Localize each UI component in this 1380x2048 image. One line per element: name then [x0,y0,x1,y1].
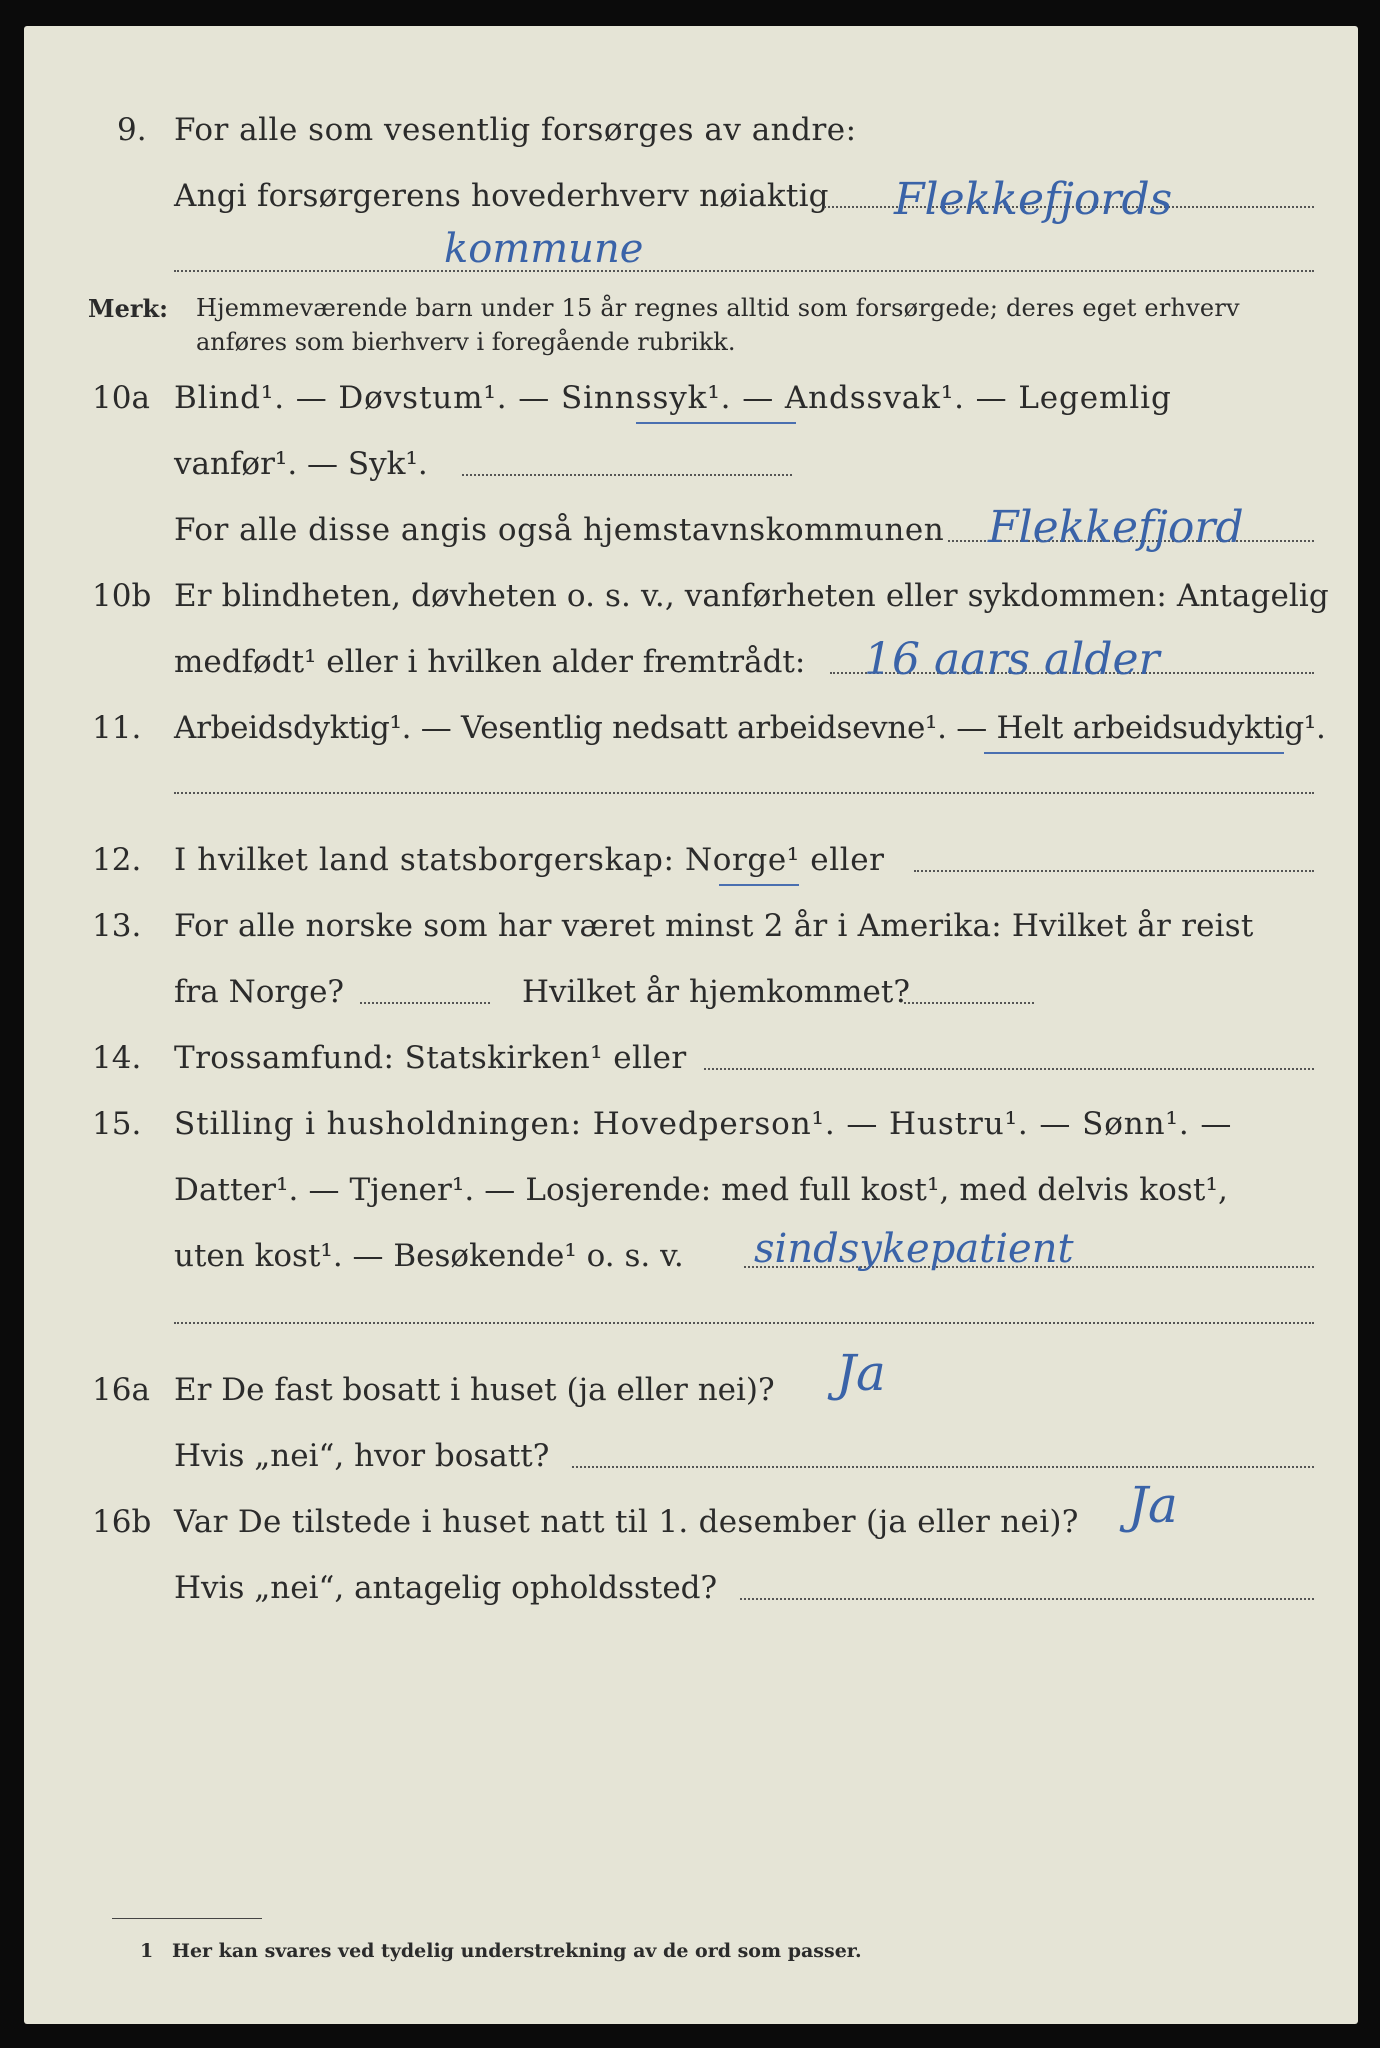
q10a-line1: Blind¹. — Døvstum¹. — Sinnssyk¹. — Andssvak¹. — Legemlig [174,380,1172,416]
q16b-answer-handwritten: Ja [1128,1476,1178,1534]
q12-line1: I hvilket land statsborgerskap: Norge¹ eller [174,842,885,878]
q10a-answer-handwritten: Flekkefjord [988,502,1244,553]
q10a-underline-sinnssyk [636,422,796,424]
q12-underline-norge [719,884,799,886]
q11-number: 11. [92,710,142,746]
q12-number: 12. [92,842,142,878]
q13-line2b: Hvilket år hjemkommet? [522,974,910,1010]
q13-number: 13. [92,908,142,944]
q16a-bosatt-line [572,1466,1314,1468]
q16a-number: 16a [92,1372,150,1408]
merk-line1: Hjemmeværende barn under 15 år regnes alltid som forsørgede; deres eget erhverv [196,294,1240,322]
q10a-line2: vanfør¹. — Syk¹. [174,446,428,482]
q13-line2a: fra Norge? [174,974,345,1010]
q9-line2: Angi forsørgerens hovederhverv nøiaktig [174,178,829,214]
q15-line1: Stilling i husholdningen: Hovedperson¹. — Hustru¹. — Sønn¹. — [174,1106,1233,1142]
q9-answer-line2 [174,270,1314,272]
q11-line1: Arbeidsdyktig¹. — Vesentlig nedsatt arbeidsevne¹. — Helt arbeidsudyktig¹. [174,710,1326,746]
q16a-answer-handwritten: Ja [836,1344,886,1402]
q13-hjemkommet-line [904,1002,1034,1004]
q9-line1: For alle som vesentlig forsørges av andre: [174,112,857,148]
q10a-syk-line [462,474,792,476]
footnote-rule [112,1918,262,1919]
footnote-text: Her kan svares ved tydelig understrekning av de ord som passer. [172,1940,862,1962]
q12-answer-line [914,870,1314,872]
q14-number: 14. [92,1040,142,1076]
q16a-line2: Hvis „nei“, hvor bosatt? [174,1438,550,1474]
q15-answer-handwritten: sindsykepatient [754,1226,1074,1272]
q15-line3: uten kost¹. — Besøkende¹ o. s. v. [174,1238,684,1274]
q11-underline-helt-arbeidsudyktig [984,752,1284,754]
q14-answer-line [704,1068,1314,1070]
q13-line1: For alle norske som har været minst 2 år i Amerika: Hvilket år reist [174,908,1254,944]
q10a-line3: For alle disse angis også hjemstavnskommunen [174,512,945,548]
q10b-number: 10b [92,578,152,614]
q16b-line1: Var De tilstede i huset natt til 1. desember (ja eller nei)? [174,1504,1079,1540]
q9-answer1-handwritten: Flekkefjords [894,174,1173,225]
q10b-answer-handwritten: 16 aars alder [864,634,1160,685]
q13-reist-line [360,1002,490,1004]
merk-line2: anføres som bierhverv i foregående rubrikk. [196,328,736,356]
q15-answer-line2 [174,1322,1314,1324]
q16b-line2: Hvis „nei“, antagelig opholdssted? [174,1570,718,1606]
q14-line1: Trossamfund: Statskirken¹ eller [174,1040,687,1076]
q16b-opholdssted-line [740,1598,1314,1600]
q10a-number: 10a [92,380,150,416]
q9-number: 9. [117,112,147,148]
q16b-number: 16b [92,1504,152,1540]
q11-answer-line [174,792,1314,794]
q10b-line1: Er blindheten, døvheten o. s. v., vanførheten eller sykdommen: Antagelig [174,578,1329,614]
census-form-page [24,26,1358,2024]
q9-answer2-handwritten: kommune [444,226,644,272]
q15-line2: Datter¹. — Tjener¹. — Losjerende: med full kost¹, med delvis kost¹, [174,1172,1228,1208]
q15-number: 15. [92,1106,142,1142]
footnote-mark: 1 [140,1940,154,1962]
q10b-line2: medfødt¹ eller i hvilken alder fremtrådt: [174,644,806,680]
merk-label: Merk: [88,294,168,323]
q16a-line1: Er De fast bosatt i huset (ja eller nei)? [174,1372,775,1408]
